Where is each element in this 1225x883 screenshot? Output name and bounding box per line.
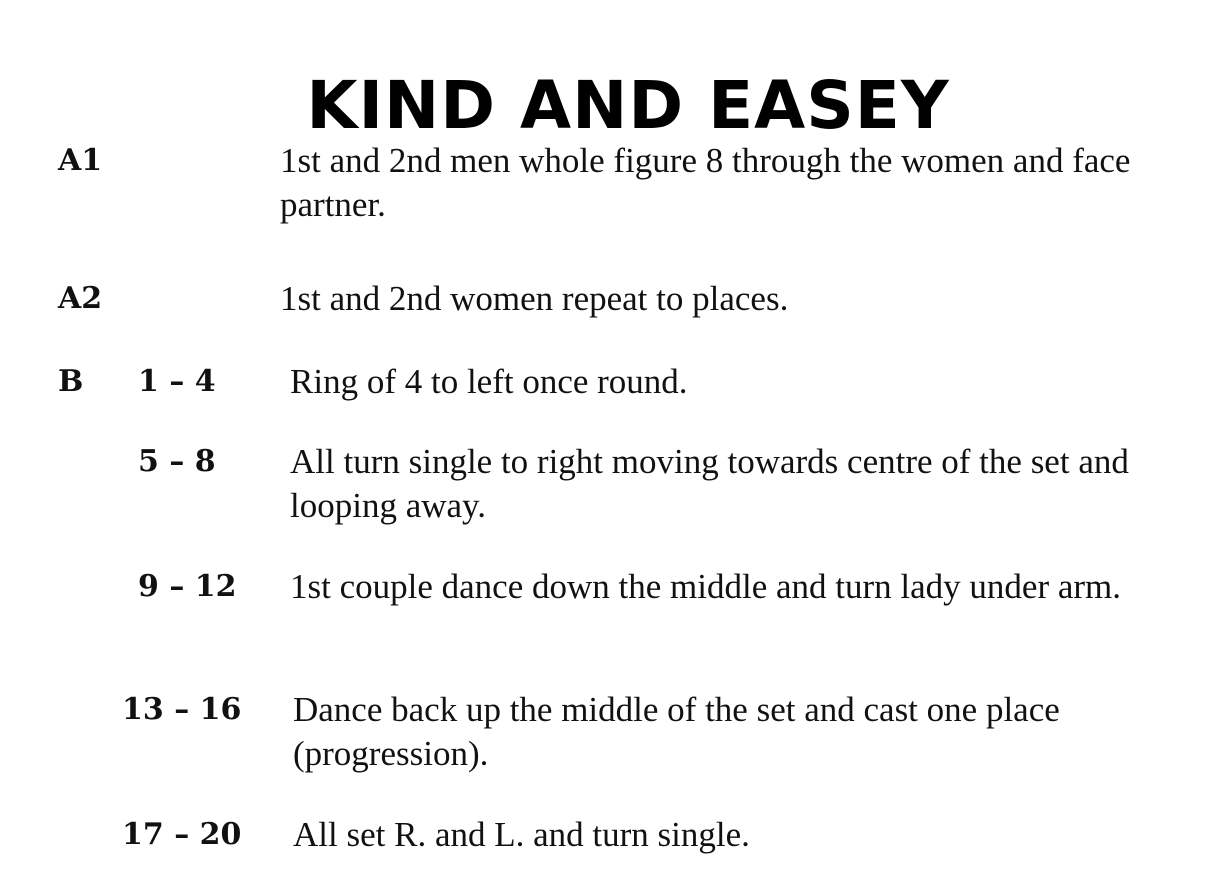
dance-title: KIND AND EASEY xyxy=(306,67,950,145)
bar-range: 1 – 4 xyxy=(138,364,216,399)
part-label: A1 xyxy=(58,143,103,178)
figure-description: Ring of 4 to left once round. xyxy=(290,362,688,401)
bar-range: 17 – 20 xyxy=(122,817,242,852)
figure-description: 1st and 2nd men whole figure 8 through the women and face partner. xyxy=(280,141,1131,224)
bar-range: 9 – 12 xyxy=(138,569,237,604)
part-label: B xyxy=(58,364,84,399)
figure-description: 1st couple dance down the middle and turn lady under arm. xyxy=(290,567,1122,606)
figure-description: All turn single to right moving towards centre of the set and looping away. xyxy=(290,442,1129,525)
bar-range: 13 – 16 xyxy=(122,692,242,727)
figure-description: 1st and 2nd women repeat to places. xyxy=(280,279,789,318)
part-label: A2 xyxy=(58,281,103,316)
figure-description: Dance back up the middle of the set and cast one place (progression). xyxy=(293,690,1060,773)
figure-description: All set R. and L. and turn single. xyxy=(293,815,750,854)
bar-range: 5 – 8 xyxy=(138,444,216,479)
